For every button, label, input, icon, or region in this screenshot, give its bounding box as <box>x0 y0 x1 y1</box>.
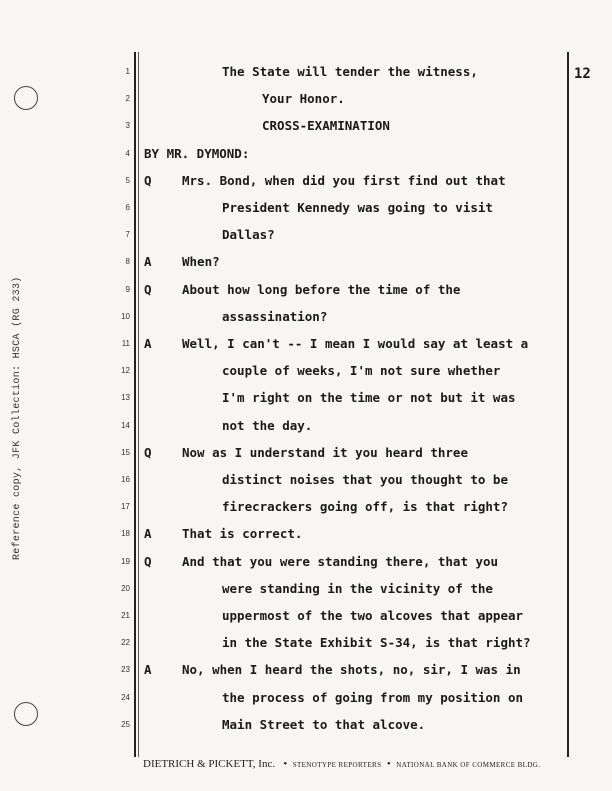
line-number: 19 <box>121 556 130 566</box>
transcript-line <box>0 361 612 381</box>
line-number: 11 <box>121 339 130 348</box>
line-text: When? <box>182 254 220 270</box>
line-text: And that you were standing there, that you <box>182 553 499 569</box>
archive-side-label: Reference copy, JFK Collection: HSCA (RG 233) <box>12 276 23 560</box>
line-text: uppermost of the two alcoves that appear <box>222 608 524 623</box>
line-number: 5 <box>125 175 130 185</box>
transcript-line <box>0 388 612 408</box>
line-text: distinct noises that you thought to be <box>222 472 508 487</box>
line-number: 4 <box>125 148 130 158</box>
transcript-line <box>0 552 612 572</box>
line-text: About how long before the time of the <box>182 281 461 297</box>
line-text: Your Honor. <box>262 91 345 107</box>
line-number: 17 <box>121 502 130 512</box>
transcript-line <box>0 633 612 653</box>
transcript-line <box>0 470 612 490</box>
line-number: 21 <box>121 611 130 620</box>
line-number: 6 <box>125 203 130 212</box>
line-number: 15 <box>121 447 130 457</box>
line-text: BY MR. DYMOND: <box>144 145 250 161</box>
speaker-marker: Q <box>144 553 152 569</box>
line-number: 12 <box>121 366 130 376</box>
line-text: Dallas? <box>222 227 275 243</box>
transcript-line <box>0 280 612 300</box>
line-number: 14 <box>121 420 130 430</box>
footer-service: STENOTYPE REPORTERS <box>292 761 382 769</box>
line-number: 7 <box>125 230 130 240</box>
transcript-line <box>0 116 612 136</box>
transcript-line <box>0 416 612 436</box>
transcript-line <box>0 715 612 735</box>
speaker-marker: A <box>144 662 152 678</box>
line-text: I'm right on the time or not but it was <box>222 390 516 406</box>
line-text: No, when I heard the shots, no, sir, I was in <box>182 662 521 678</box>
line-number: 20 <box>121 583 130 593</box>
line-number: 18 <box>121 529 130 539</box>
transcript-line <box>0 688 612 708</box>
page-number: 12 <box>574 66 591 82</box>
line-number: 24 <box>121 692 130 702</box>
transcript-line <box>0 252 612 272</box>
speaker-marker: A <box>144 336 152 351</box>
line-text: The State will tender the witness, <box>222 64 478 79</box>
line-text: Main Street to that alcove. <box>222 716 426 732</box>
line-number: 16 <box>121 475 130 484</box>
line-text: Mrs. Bond, when did you first find out that <box>182 172 506 188</box>
line-number: 10 <box>121 311 130 321</box>
transcript-line <box>0 497 612 517</box>
transcript-line <box>0 62 612 82</box>
reporter-footer: DIETRICH & PICKETT, Inc. • STENOTYPE REPORTERS • NATIONAL BANK OF COMMERCE BLDG. <box>143 758 541 770</box>
speaker-marker: Q <box>144 281 152 297</box>
footer-address: NATIONAL BANK OF COMMERCE BLDG. <box>396 761 541 769</box>
line-text: Now as I understand it you heard three <box>182 444 468 460</box>
line-number: 8 <box>125 257 130 267</box>
line-text: firecrackers going off, is that right? <box>222 499 508 515</box>
line-number: 13 <box>121 393 130 403</box>
transcript-line <box>0 171 612 191</box>
transcript-line <box>0 144 612 164</box>
line-number: 2 <box>125 94 130 104</box>
transcript-line <box>0 307 612 327</box>
transcript-line <box>0 579 612 599</box>
line-text: CROSS-EXAMINATION <box>262 118 390 134</box>
line-text: the process of going from my position on <box>222 689 524 705</box>
line-number: 22 <box>121 638 130 648</box>
line-number: 9 <box>125 284 130 294</box>
line-text: were standing in the vicinity of the <box>222 580 493 596</box>
line-number: 3 <box>125 121 130 131</box>
transcript-line <box>0 198 612 218</box>
line-number: 23 <box>121 665 130 675</box>
transcript-line <box>0 334 612 354</box>
line-text: Well, I can't -- I mean I would say at least a <box>182 336 529 351</box>
line-number: 1 <box>125 67 130 76</box>
line-text: in the State Exhibit S-34, is that right? <box>222 635 531 651</box>
footer-firm: DIETRICH & PICKETT, Inc. <box>143 758 276 770</box>
transcript-line <box>0 606 612 626</box>
speaker-marker: Q <box>144 444 152 460</box>
line-number: 25 <box>121 719 130 729</box>
transcript-line <box>0 89 612 109</box>
speaker-marker: A <box>144 526 152 542</box>
line-text: That is correct. <box>182 526 303 542</box>
speaker-marker: Q <box>144 172 152 188</box>
line-text: couple of weeks, I'm not sure whether <box>222 363 501 379</box>
transcript-line <box>0 660 612 680</box>
line-text: President Kennedy was going to visit <box>222 200 493 215</box>
transcript-line <box>0 225 612 245</box>
transcript-line <box>0 443 612 463</box>
line-text: assassination? <box>222 308 328 324</box>
speaker-marker: A <box>144 254 152 270</box>
line-text: not the day. <box>222 417 313 433</box>
transcript-line <box>0 524 612 544</box>
